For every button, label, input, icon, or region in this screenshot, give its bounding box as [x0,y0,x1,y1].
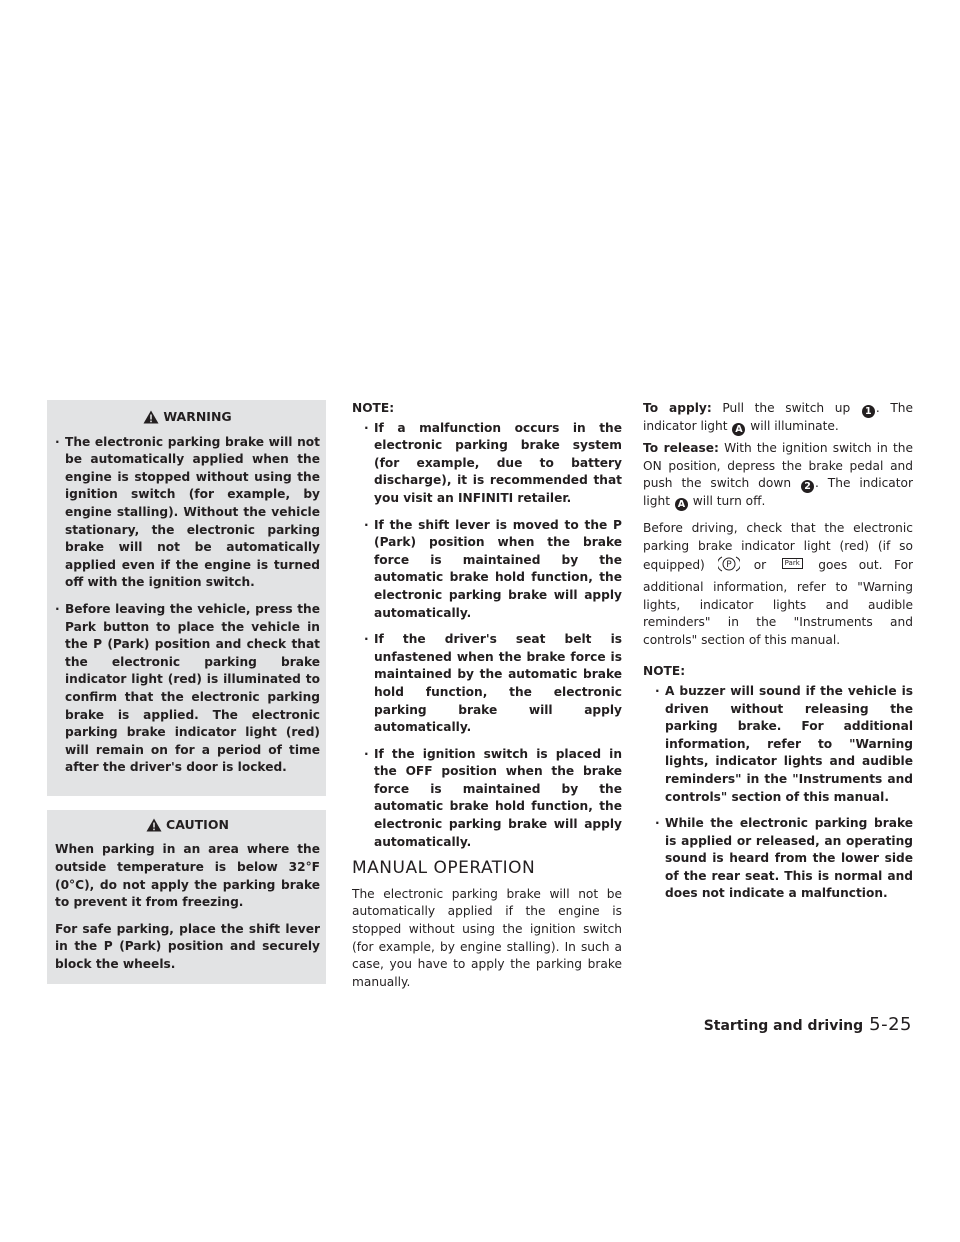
apply-paragraph [643,400,913,436]
note-label: NOTE: [352,401,395,415]
warning-triangle-icon [143,410,159,424]
caution-box [47,810,326,984]
callout-a-icon: A [732,423,745,436]
warning-title: WARNING [163,409,232,424]
release-label: To release: [643,441,719,455]
apply-text: . The indicator light [643,401,914,433]
apply-text: Pull the switch up [722,401,851,415]
note-list [643,683,913,903]
svg-text:P: P [726,560,732,571]
warning-item: · The electronic parking brake will not be automatically applied when the engine is stopped without using the ignition switch (for example, by engine stalling). Without the vehicle stationary, the electronic parking brake will not be automatically applied even if the engine is turned off with the ignition switch. [55,434,320,592]
release-text: With the ignition switch in the ON position, depress the brake pedal and push the switch down [643,441,914,491]
callout-a-icon: A [675,498,688,511]
release-paragraph [643,440,913,511]
note-item: · A buzzer will sound if the vehicle is driven without releasing the parking brake. For additional information, refer to "Warning lights, indicator lights and audible reminders" in the "Instruments and controls" section of this manual. [655,683,913,806]
warning-list [55,434,320,777]
warning-box [47,400,326,796]
before-text: goes out. For additional information, refer to "Warning lights, indicator lights and audible reminders" in the "Instruments and controls" section of this manual. [643,558,914,647]
left-column [47,400,326,984]
note-item: · If the ignition switch is placed in the OFF position when the brake force is maintained by the automatic brake hold function, the electronic parking brake will apply automatically. [364,746,622,852]
note-item: · If the shift lever is moved to the P (Park) position when the brake force is maintained by the automatic brake hold function, the electronic parking brake will apply automatically. [364,517,622,623]
page-footer [704,1014,912,1035]
right-column [643,400,913,912]
apply-label: To apply: [643,401,712,415]
middle-column [352,400,622,1000]
caution-triangle-icon [146,818,162,832]
warning-item: · Before leaving the vehicle, press the Park button to place the vehicle in the P (Park) position and check that the electronic parking brake indicator light (red) is illuminated to confirm that the electronic parking brake is applied. The electronic parking brake indicator light (red) will remain on for a period of time after the driver's door is locked. [55,601,320,777]
caution-header [55,816,320,834]
callout-1-icon: 1 [862,405,875,418]
note-item: · While the electronic parking brake is applied or released, an operating sound is heard from the lower side of the rear seat. This is normal and does not indicate a malfunction. [655,815,913,903]
caution-paragraph: When parking in an area where the outside temperature is below 32°F (0°C), do not apply the parking brake to prevent it from freezing. [55,842,320,910]
release-text: will turn off. [692,494,766,509]
note-item: · If a malfunction occurs in the electronic parking brake system (for example, due to battery discharge), it is recommended that you visit an INFINITI retailer. [364,420,622,508]
page-number: 5-25 [869,1014,912,1035]
before-driving-paragraph [643,520,913,649]
note-label: NOTE: [643,664,686,679]
before-text: Before driving, check that the electronic parking brake indicator light (red) (if so equipped) [643,521,913,573]
section-title: MANUAL OPERATION [352,858,536,879]
footer-section-title: Starting and driving [703,1018,864,1034]
release-text: . The indicator light [643,476,914,509]
caution-paragraph: For safe parking, place the shift lever in the P (Park) position and securely block the wheels. [55,921,320,972]
caution-title: CAUTION [166,816,229,832]
parking-brake-p-icon [718,555,740,579]
manual-operation-body: The electronic parking brake will not be automatically applied if the engine is stopped without using the ignition switch (for example, by engine stalling). In such a case, you have to apply the parking brake manually. [352,886,622,989]
callout-2-icon: 2 [801,480,814,493]
warning-header [55,408,320,426]
before-or: or [753,558,767,573]
note-list [352,420,622,852]
park-indicator-icon: Park [782,558,803,569]
note-item: · If the driver's seat belt is unfastened when the brake force is maintained by the automatic brake hold function, the electronic parking brake will apply automatically. [364,631,622,737]
apply-text: will illuminate. [750,419,839,433]
